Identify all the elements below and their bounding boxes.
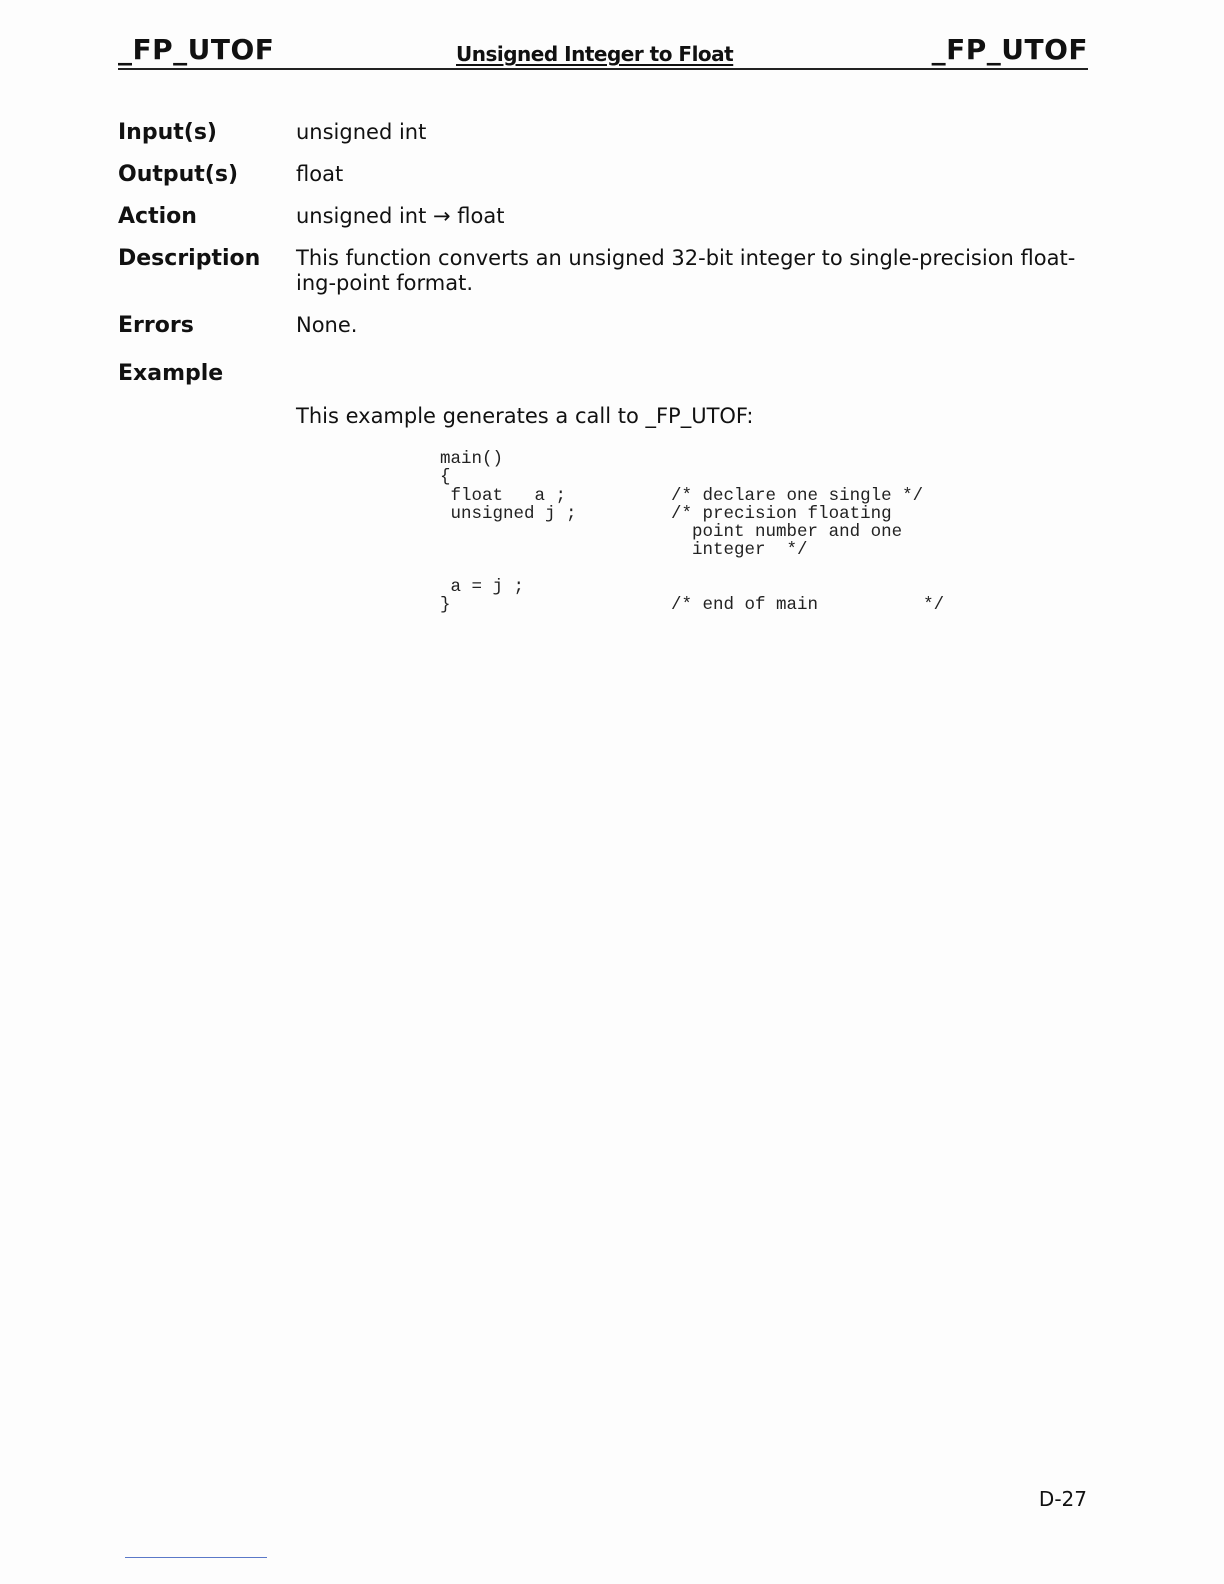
header-function-name-left: _FP_UTOF (118, 33, 275, 66)
description-label: Description (118, 246, 261, 271)
example-intro: This example generates a call to _FP_UTOF: (296, 404, 754, 428)
errors-value: None. (296, 313, 358, 337)
header-title: Unsigned Integer to Float (456, 42, 734, 66)
example-label: Example (118, 361, 224, 386)
example-code-block: main() { float a ; /* declare one single */ unsigned j ; /* precision floating point number and one integer */ a = j ; } /* end of main */ (440, 449, 945, 616)
footer-rule (125, 1557, 267, 1558)
description-value: This function converts an unsigned 32-bit integer to single-precision float-ing-point format. (296, 246, 1076, 295)
input-value: unsigned int (296, 120, 427, 144)
page-number: D-27 (1038, 1487, 1087, 1511)
input-label: Input(s) (118, 120, 217, 145)
action-label: Action (118, 204, 197, 229)
output-label: Output(s) (118, 162, 239, 187)
errors-label: Errors (118, 313, 194, 338)
output-value: float (296, 162, 344, 186)
action-value: unsigned int → float (296, 204, 505, 228)
header-function-name-right: _FP_UTOF (931, 33, 1088, 66)
page-header (118, 30, 1088, 70)
